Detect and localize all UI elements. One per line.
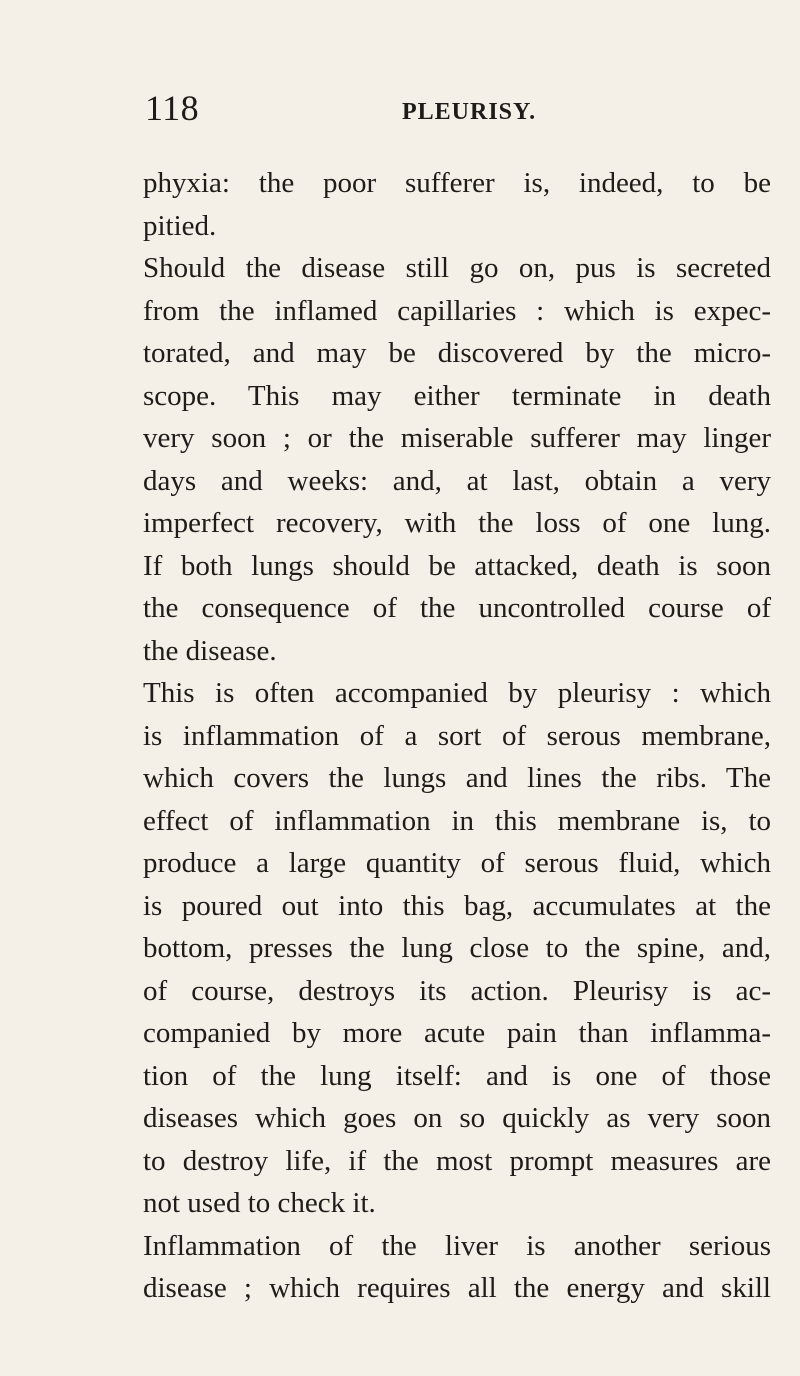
text-line: imperfect recovery, with the loss of one lung. <box>143 507 771 539</box>
running-header <box>0 90 800 130</box>
text-line: of course, destroys its action. Pleurisy is ac- <box>143 974 771 1007</box>
text-line: torated, and may be discovered by the micro- <box>143 337 771 369</box>
text-line: days and weeks: and, at last, obtain a very <box>143 464 771 497</box>
text-line: is inflammation of a sort of serous membrane, <box>143 719 771 752</box>
body-text <box>143 162 771 1310</box>
text-line: is poured out into this bag, accumulates at the <box>143 889 771 922</box>
text-line: which covers the lungs and lines the ribs. The <box>143 762 771 794</box>
text-line: the disease. <box>143 634 277 667</box>
text-line: the consequence of the uncontrolled course of <box>143 592 771 624</box>
text-line: bottom, presses the lung close to the spine, and, <box>143 932 771 964</box>
text-line: to destroy life, if the most prompt measures are <box>143 1144 771 1177</box>
text-line: from the inflamed capillaries : which is expec- <box>143 294 771 327</box>
text-line: effect of inflammation in this membrane is, to <box>143 804 771 837</box>
text-line: tion of the lung itself: and is one of those <box>143 1059 771 1092</box>
text-line: phyxia: the poor sufferer is, indeed, to be <box>143 167 771 199</box>
text-line: disease ; which requires all the energy and skill <box>143 1272 771 1304</box>
text-line: diseases which goes on so quickly as very soon <box>143 1102 771 1134</box>
text-line: pitied. <box>143 209 217 242</box>
running-title: PLEURISY. <box>402 99 537 125</box>
text-line: scope. This may either terminate in death <box>143 379 771 412</box>
text-line: companied by more acute pain than inflamma- <box>143 1017 771 1049</box>
text-line: If both lungs should be attacked, death is soon <box>143 549 771 582</box>
text-line: produce a large quantity of serous fluid, which <box>143 847 771 879</box>
page-number: 118 <box>145 88 200 128</box>
text-line: This is often accompanied by pleurisy : which <box>143 677 771 709</box>
text-line: very soon ; or the miserable sufferer may linger <box>143 422 771 454</box>
text-line: Should the disease still go on, pus is secreted <box>143 252 771 284</box>
text-line: not used to check it. <box>143 1187 376 1219</box>
text-line: Inflammation of the liver is another serious <box>143 1229 771 1262</box>
